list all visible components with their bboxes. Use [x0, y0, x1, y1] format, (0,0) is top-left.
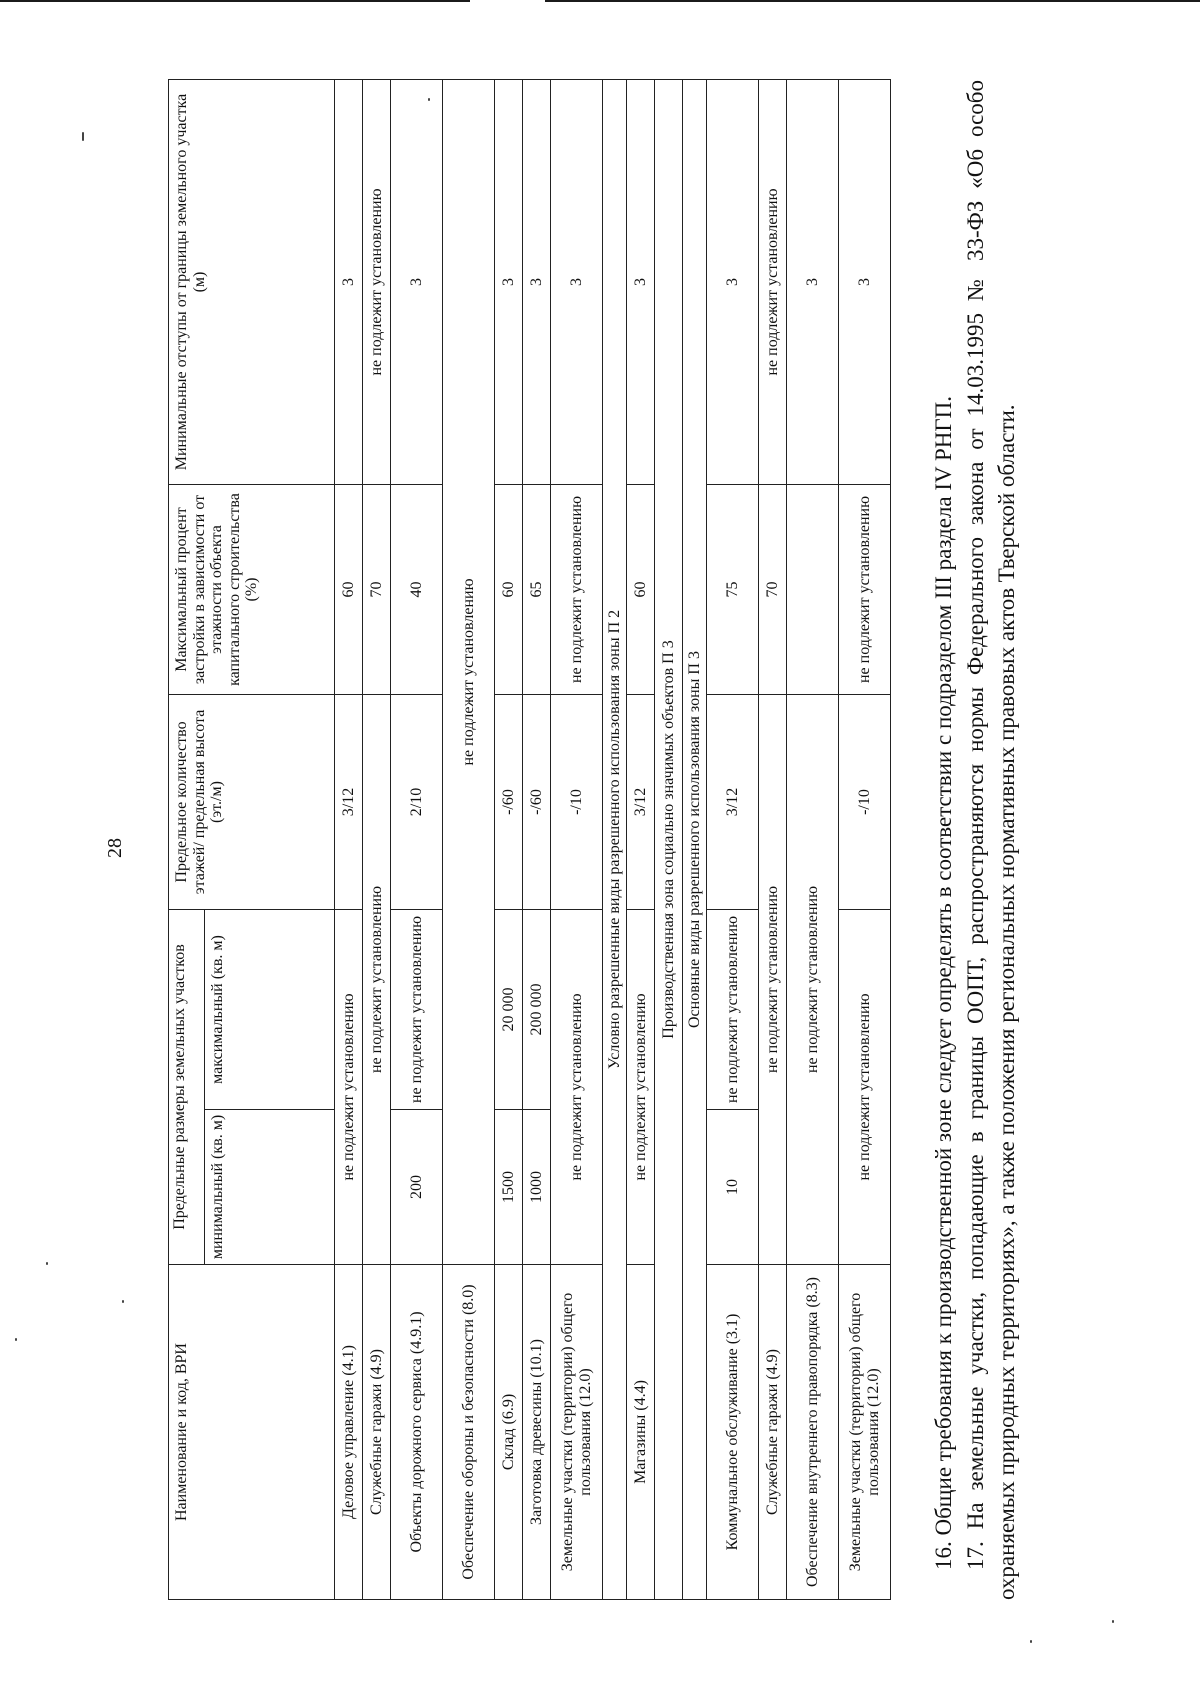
header-plot-sizes: Предельные размеры земельных участков — [169, 910, 205, 1265]
table-row — [759, 80, 787, 1600]
cell-coverage: не подлежит установлению — [839, 485, 891, 695]
cell-floors: 3/12 — [707, 695, 759, 910]
table-row — [335, 80, 363, 1600]
cell-setback: 3 — [335, 80, 363, 485]
cell-max: не подлежит установлению — [707, 910, 759, 1110]
cell-name: Заготовка древесины (10.1) — [523, 1265, 551, 1600]
header-floors: Предельное количество этажей/ предельная высота (эт./м) — [169, 695, 335, 910]
cell-name: Служебные гаражи (4.9) — [363, 1265, 391, 1600]
cell-setback: не подлежит установлению — [363, 80, 391, 485]
cell-max: не подлежит установлению — [391, 910, 443, 1110]
cell-name: Земельные участки (территории) общего пользования (12.0) — [551, 1265, 603, 1600]
cell-floors: -/10 — [551, 695, 603, 910]
closing-paragraphs — [928, 80, 1023, 1600]
table-row — [839, 80, 891, 1600]
table-row — [787, 80, 839, 1600]
section-title: Основные виды разрешенного использования зоны П 3 — [683, 80, 707, 1600]
header-min-area: минимальный (кв. м) — [205, 1110, 335, 1265]
cell-floors: 3/12 — [335, 695, 363, 910]
cell-setback: 3 — [551, 80, 603, 485]
cell-setback: 3 — [787, 80, 839, 485]
header-max-area: максимальный (кв. м) — [205, 910, 335, 1110]
header-name: Наименование и код, ВРИ — [169, 1265, 335, 1600]
paragraph-16: 16. Общие требования к производственной зоне следует определять в соответствии с подразделом III раздела IV РНГП. — [931, 395, 956, 1570]
table-row — [363, 80, 391, 1600]
cell-floors: -/60 — [523, 695, 551, 910]
page-number: 28 — [104, 838, 126, 858]
cell-setback: 3 — [391, 80, 443, 485]
cell-name: Обеспечение обороны и безопасности (8.0) — [443, 1265, 495, 1600]
cell-coverage: 65 — [523, 485, 551, 695]
section-row — [683, 80, 707, 1600]
cell-name: Деловое управление (4.1) — [335, 1265, 363, 1600]
cell-coverage — [787, 485, 839, 695]
cell-setback: не подлежит установлению — [759, 80, 787, 485]
cell-floors: 2/10 — [391, 695, 443, 910]
cell-name: Коммунальное обслуживание (3.1) — [707, 1265, 759, 1600]
paragraph-17: 17. На земельные участки, попадающие в границы ООПТ, распространяются нормы Федерального закона от 14.03.1995 № 33-ФЗ «Об особо охраняемых природных территориях», а также положения региональных нормативных правовых актов Тверской области. — [962, 80, 1020, 1600]
table-row — [443, 80, 495, 1600]
cell-coverage: не подлежит установлению — [551, 485, 603, 695]
cell-floors: -/10 — [839, 695, 891, 910]
cell-area: не подлежит установлению — [335, 910, 363, 1265]
cell-min: 200 — [391, 1110, 443, 1265]
cell-coverage: 70 — [759, 485, 787, 695]
cell-min: 1000 — [523, 1110, 551, 1265]
cell-name: Магазины (4.4) — [627, 1265, 655, 1600]
section-row — [655, 80, 683, 1600]
cell-setback: 3 — [627, 80, 655, 485]
table-row — [495, 80, 523, 1600]
cell-area: не подлежит установлению — [839, 910, 891, 1265]
cell-name: Объекты дорожного сервиса (4.9.1) — [391, 1265, 443, 1600]
cell-area-floors: не подлежит установлению — [363, 695, 391, 1265]
cell-coverage: 60 — [627, 485, 655, 695]
cell-min: 1500 — [495, 1110, 523, 1265]
cell-area-floors: не подлежит установлению — [787, 695, 839, 1265]
cell-coverage: 70 — [363, 485, 391, 695]
section-row — [603, 80, 627, 1600]
cell-setback: 3 — [523, 80, 551, 485]
cell-setback: 3 — [707, 80, 759, 485]
table-row — [707, 80, 759, 1600]
section-title: Условно разрешенные виды разрешенного использования зоны П 2 — [603, 80, 627, 1600]
cell-area: не подлежит установлению — [627, 910, 655, 1265]
section-title: Производственная зона социально значимых объектов П 3 — [655, 80, 683, 1600]
table-row — [627, 80, 655, 1600]
cell-max: 200 000 — [523, 910, 551, 1110]
zone-parameters-table — [168, 79, 891, 1600]
cell-name: Склад (6.9) — [495, 1265, 523, 1600]
table-row — [523, 80, 551, 1600]
header-coverage: Максимальный процент застройки в зависимости от этажности объекта капитального строительства (%) — [169, 485, 335, 695]
cell-name: Земельные участки (территории) общего пользования (12.0) — [839, 1265, 891, 1600]
cell-floors: 3/12 — [627, 695, 655, 910]
cell-setback: 3 — [495, 80, 523, 485]
cell-area-floors: не подлежит установлению — [759, 695, 787, 1265]
cell-setback: 3 — [839, 80, 891, 485]
cell-coverage: 60 — [495, 485, 523, 695]
table-row — [551, 80, 603, 1600]
cell-coverage: 75 — [707, 485, 759, 695]
cell-coverage: 60 — [335, 485, 363, 695]
cell-min: 10 — [707, 1110, 759, 1265]
table-header-row — [169, 80, 205, 1600]
cell-all: не подлежит установлению — [443, 80, 495, 1265]
cell-area: не подлежит установлению — [551, 910, 603, 1265]
cell-name: Обеспечение внутреннего правопорядка (8.3) — [787, 1265, 839, 1600]
cell-floors: -/60 — [495, 695, 523, 910]
header-setbacks: Минимальные отступы от границы земельного участка (м) — [169, 80, 335, 485]
cell-coverage: 40 — [391, 485, 443, 695]
cell-name: Служебные гаражи (4.9) — [759, 1265, 787, 1600]
cell-max: 20 000 — [495, 910, 523, 1110]
table-row — [391, 80, 443, 1600]
